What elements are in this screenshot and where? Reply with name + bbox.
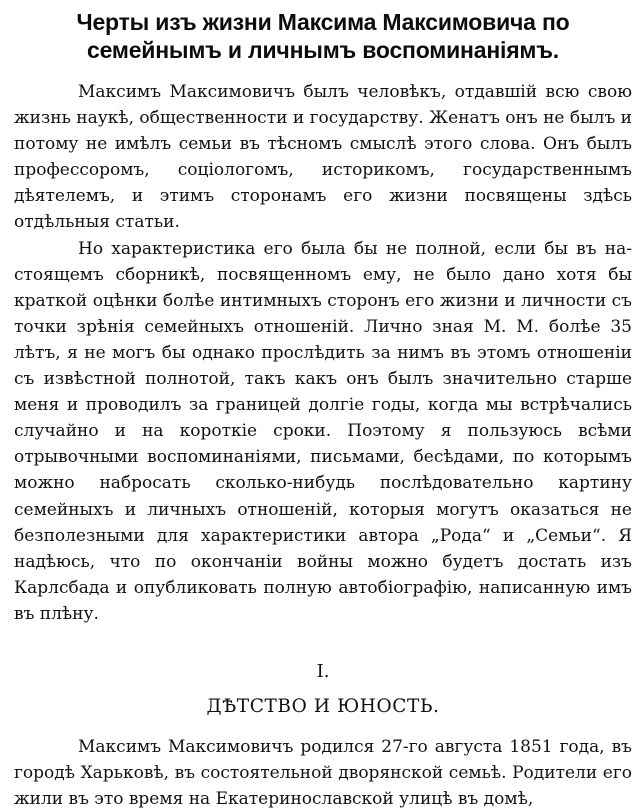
article-body [14, 79, 632, 627]
paragraph-intro: Максимъ Максимовичъ былъ человѣкъ, отдавшій всю свою жизнь наукѣ, общественности и государству. Женатъ онъ не былъ и потому не имѣлъ семьи въ тѣсномъ смыслѣ этого слова. Онъ былъ профессоромъ, соціологомъ, историкомъ, государственнымъ дѣятелемъ, и этимъ сторонамъ его жизни посвящены здѣсь отдѣльныя статьи. [14, 82, 632, 233]
chapter-body [14, 734, 632, 812]
chapter-title: ДѢТСТВО И ЮНОСТЬ. [206, 695, 440, 717]
article-title [14, 8, 632, 64]
paragraph-birth: Максимъ Максимовичъ родился 27-го августа 1851 года, въ городѣ Харьковѣ, въ состоятельной дворянской семьѣ. Родители его жили въ это время на Екатеринославской улицѣ въ домѣ, [14, 736, 632, 810]
article-title-line-2: семейнымъ и личнымъ воспоминаніямъ. [87, 37, 559, 63]
article-title-line-1: Черты изъ жизни Максима Максимовича по [76, 9, 570, 35]
paragraph-characteristic: Но характеристика его была бы не полной, если бы въ настоящемъ сборникѣ, посвященномъ ему, не было дано хотя бы краткой оцѣнки болѣе интимныхъ сторонъ его жизни и личности съ точки зрѣнія семейныхъ отношеній. Лично зная М. М. болѣе 35 лѣтъ, я не могъ бы однако прослѣдить за нимъ въ этомъ отношеніи съ извѣстной полнотой, такъ какъ онъ былъ значительно старше меня и проводилъ за границей долгіе годы, когда мы встрѣчались случайно и на короткіе сроки. Поэтому я пользуюсь всѣми отрывочными воспоминаніями, письмами, бесѣдами, по которымъ можно набросать сколько-нибудь послѣдовательно картину семейныхъ и личныхъ отношеній, которыя могутъ оказаться не безполезными для характеристики автора „Рода“ и „Семьи“. Я надѣюсь, что по окончаніи войны можно будетъ достать изъ Карлсбада и опубликовать полную автобіографію, написанную имъ въ плѣну. [14, 238, 632, 624]
chapter-number: I. [316, 660, 330, 682]
